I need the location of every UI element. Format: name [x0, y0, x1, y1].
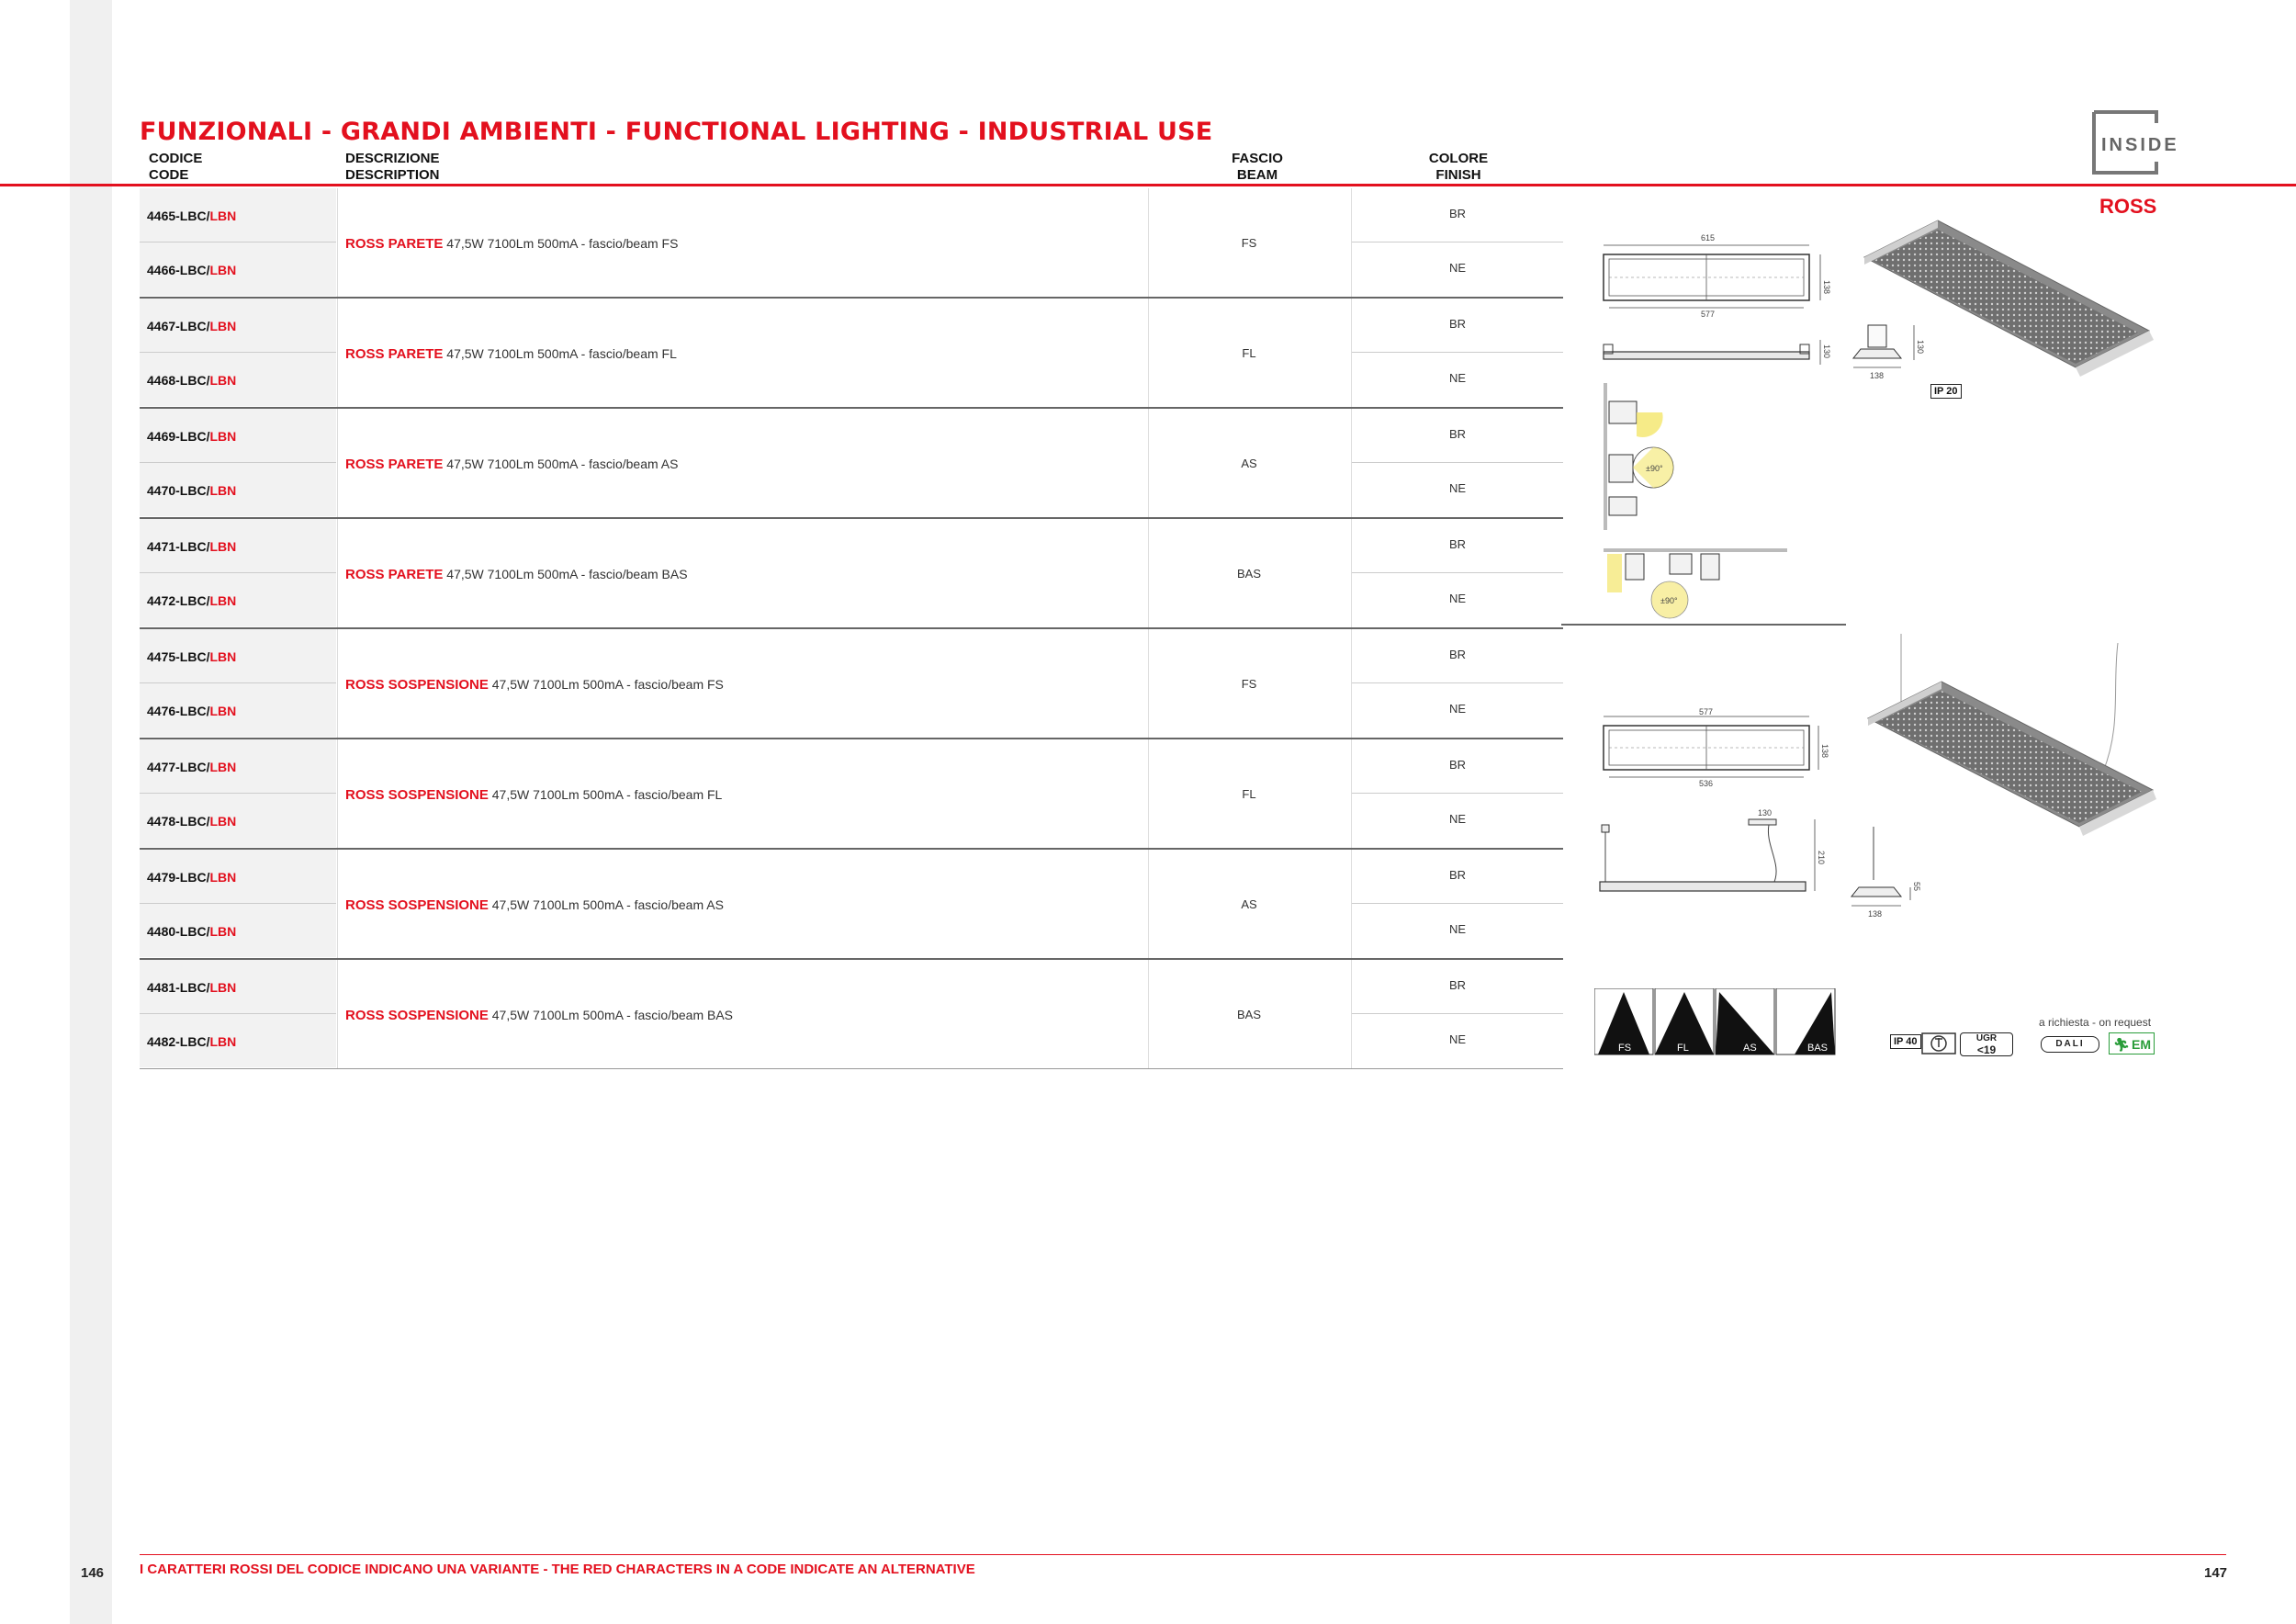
svg-text:BAS: BAS [1807, 1043, 1829, 1054]
beam-value: FL [1242, 787, 1256, 801]
beam-cell [1147, 188, 1352, 297]
col-header-finish: COLORE FINISH [1428, 151, 1489, 183]
product-code: 4470-LBC/LBN [147, 483, 237, 498]
svg-text:FS: FS [1618, 1043, 1632, 1054]
product-code: 4465-LBC/LBN [147, 209, 237, 223]
table-row-group [140, 188, 1563, 299]
footer-rule [140, 1554, 2226, 1555]
code-cell [140, 519, 336, 573]
dimension-label: 577 [1699, 707, 1714, 716]
product-code: 4479-LBC/LBN [147, 870, 237, 885]
finish-value: NE [1448, 371, 1467, 385]
finish-value: NE [1448, 592, 1467, 605]
finish-cell [1352, 904, 1563, 957]
product-description: ROSS PARETE 47,5W 7100Lm 500mA - fascio/beam FS [345, 236, 679, 252]
finish-value: BR [1448, 207, 1467, 220]
product-code: 4480-LBC/LBN [147, 924, 237, 939]
code-cell [140, 739, 336, 794]
product-description: ROSS PARETE 47,5W 7100Lm 500mA - fascio/beam FL [345, 346, 677, 362]
product-code: 4476-LBC/LBN [147, 704, 237, 718]
finish-value: BR [1448, 317, 1467, 331]
product-code: 4472-LBC/LBN [147, 593, 237, 608]
footer-note: I CARATTERI ROSSI DEL CODICE INDICANO UNA VARIANTE - THE RED CHARACTERS IN A CODE INDICATE AN ALTERNATIVE [140, 1562, 975, 1577]
beam-icons [1594, 988, 1840, 1056]
front-view-outline [1868, 325, 1886, 347]
beam-fl-icon [1655, 988, 1714, 1054]
table-row-group [140, 519, 1563, 629]
beam-value: AS [1241, 897, 1257, 911]
code-cell [140, 904, 336, 957]
description-cell [337, 299, 1149, 407]
page-title: FUNZIONALI - GRANDI AMBIENTI - FUNCTIONAL LIGHTING - INDUSTRIAL USE [140, 118, 1213, 146]
product-description: ROSS SOSPENSIONE 47,5W 7100Lm 500mA - fascio/beam BAS [345, 1008, 734, 1023]
code-cell [140, 242, 336, 296]
finish-value: NE [1448, 1032, 1467, 1046]
finish-value: BR [1448, 758, 1467, 772]
dimension-label: 138 [1820, 744, 1829, 759]
finish-cell [1352, 739, 1563, 794]
emergency-badge: 🏃︎ EM [2109, 1032, 2155, 1054]
dimension-label: 138 [1870, 371, 1885, 380]
wall-surface [1604, 383, 1607, 530]
product-code: 4469-LBC/LBN [147, 429, 237, 444]
description-cell [337, 850, 1149, 958]
beam-cell [1147, 960, 1352, 1068]
product-description: ROSS SOSPENSIONE 47,5W 7100Lm 500mA - fascio/beam AS [345, 897, 724, 913]
finish-cell [1352, 409, 1563, 463]
page-binding [70, 0, 112, 1624]
page-number-left: 146 [81, 1565, 105, 1581]
wall-product-render [1846, 202, 2167, 413]
code-cell [140, 573, 336, 626]
power-cable [2103, 643, 2118, 772]
code-cell [140, 463, 336, 516]
beam-value: FS [1241, 677, 1257, 691]
description-cell [337, 188, 1149, 297]
dimension-label: 138 [1822, 280, 1831, 295]
product-table [140, 188, 1563, 1069]
finish-value: NE [1448, 922, 1467, 936]
beam-cell [1147, 299, 1352, 407]
dimension-label: 138 [1868, 909, 1883, 919]
finish-value: BR [1448, 427, 1467, 441]
finish-cell [1352, 850, 1563, 904]
ip20-badge: IP 20 [1930, 384, 1962, 399]
code-cell [140, 850, 336, 904]
angle-label: ±90° [1646, 464, 1663, 473]
dali-badge: DALI [2041, 1036, 2099, 1053]
angle-label: ±90° [1660, 596, 1678, 605]
product-code: 4478-LBC/LBN [147, 814, 237, 829]
code-cell [140, 188, 336, 242]
finish-cell [1352, 353, 1563, 406]
header-rule [0, 184, 2296, 186]
pendant-product-render [1846, 634, 2167, 937]
col-header-beam: FASCIO BEAM [1232, 151, 1283, 183]
product-code: 4471-LBC/LBN [147, 539, 237, 554]
beam-value: BAS [1236, 567, 1261, 581]
dimension-label: 536 [1699, 779, 1714, 788]
side-view-outline [1604, 352, 1809, 359]
beam-cell [1147, 850, 1352, 958]
finish-cell [1352, 188, 1563, 242]
product-code: 4467-LBC/LBN [147, 319, 237, 333]
description-cell [337, 519, 1149, 627]
table-row-group [140, 299, 1563, 409]
wall-technical-drawing [1561, 188, 1846, 629]
beam-cell [1147, 629, 1352, 738]
product-name: ROSS [2099, 195, 2157, 218]
finish-value: BR [1448, 978, 1467, 992]
dimension-label: 615 [1701, 233, 1716, 242]
product-description: ROSS SOSPENSIONE 47,5W 7100Lm 500mA - fascio/beam FL [345, 787, 723, 803]
finish-value: BR [1448, 537, 1467, 551]
inside-logo [2092, 110, 2195, 175]
finish-value: NE [1448, 812, 1467, 826]
dimension-label: 130 [1916, 340, 1925, 355]
finish-cell [1352, 519, 1563, 573]
svg-text:AS: AS [1743, 1043, 1757, 1054]
description-cell [337, 629, 1149, 738]
table-row-group [140, 409, 1563, 519]
product-code: 4466-LBC/LBN [147, 263, 237, 277]
dimension-label: 130 [1822, 344, 1831, 359]
code-cell [140, 794, 336, 847]
dimension-label: 210 [1817, 851, 1826, 865]
beam-cell [1147, 409, 1352, 517]
dimension-label: 130 [1758, 808, 1773, 818]
beam-fs-icon [1594, 988, 1653, 1054]
finish-cell [1352, 683, 1563, 737]
ugr-badge: UGR <19 [1960, 1032, 2013, 1056]
code-cell [140, 299, 336, 353]
finish-cell [1352, 573, 1563, 626]
finish-value: NE [1448, 702, 1467, 716]
description-cell [337, 409, 1149, 517]
product-code: 4468-LBC/LBN [147, 373, 237, 388]
beam-value: FL [1242, 346, 1256, 360]
table-row-group [140, 850, 1563, 960]
product-code: 4475-LBC/LBN [147, 649, 237, 664]
beam-bas-icon [1776, 988, 1835, 1054]
beam-cell [1147, 519, 1352, 627]
finish-value: BR [1448, 868, 1467, 882]
product-description: ROSS SOSPENSIONE 47,5W 7100Lm 500mA - fascio/beam FS [345, 677, 724, 693]
ip40-badge: IP 40 [1890, 1034, 1921, 1049]
table-row-group [140, 629, 1563, 739]
dimension-label: 55 [1912, 882, 1921, 892]
finish-cell [1352, 242, 1563, 296]
col-header-code: CODICE CODE [149, 151, 203, 183]
product-code: 4481-LBC/LBN [147, 980, 237, 995]
product-description: ROSS PARETE 47,5W 7100Lm 500mA - fascio/beam AS [345, 457, 679, 472]
ceiling-surface [1604, 548, 1787, 552]
finish-cell [1352, 1014, 1563, 1067]
front-view-outline [1851, 887, 1901, 897]
product-description: ROSS PARETE 47,5W 7100Lm 500mA - fascio/beam BAS [345, 567, 688, 582]
finish-cell [1352, 629, 1563, 683]
page-number-right: 147 [2204, 1565, 2228, 1581]
beam-value: FS [1241, 236, 1257, 250]
beam-cell [1147, 739, 1352, 848]
code-cell [140, 1014, 336, 1067]
finish-value: BR [1448, 648, 1467, 661]
finish-value: NE [1448, 481, 1467, 495]
table-row-group [140, 960, 1563, 1069]
beam-as-icon [1716, 988, 1774, 1054]
description-cell [337, 739, 1149, 848]
code-cell [140, 960, 336, 1014]
thermal-protection-icon [1921, 1032, 1956, 1054]
on-request-note: a richiesta - on request [2039, 1016, 2152, 1029]
col-header-description: DESCRIZIONE DESCRIPTION [345, 151, 440, 183]
finish-value: NE [1448, 261, 1467, 275]
svg-text:FL: FL [1677, 1043, 1689, 1054]
finish-cell [1352, 299, 1563, 353]
finish-cell [1352, 960, 1563, 1014]
table-row-group [140, 739, 1563, 850]
emergency-exit-icon: 🏃︎ [2113, 1037, 2130, 1052]
code-cell [140, 629, 336, 683]
side-view-outline [1600, 882, 1806, 891]
finish-cell [1352, 463, 1563, 516]
beam-value: BAS [1236, 1008, 1261, 1021]
pendant-technical-drawing [1561, 707, 1846, 928]
finish-cell [1352, 794, 1563, 847]
code-cell [140, 683, 336, 737]
product-code: 4477-LBC/LBN [147, 760, 237, 774]
code-cell [140, 353, 336, 406]
dimension-label: 577 [1701, 310, 1716, 319]
logo-text: INSIDE [2101, 135, 2179, 155]
product-code: 4482-LBC/LBN [147, 1034, 237, 1049]
code-cell [140, 409, 336, 463]
description-cell [337, 960, 1149, 1068]
beam-value: AS [1241, 457, 1257, 470]
